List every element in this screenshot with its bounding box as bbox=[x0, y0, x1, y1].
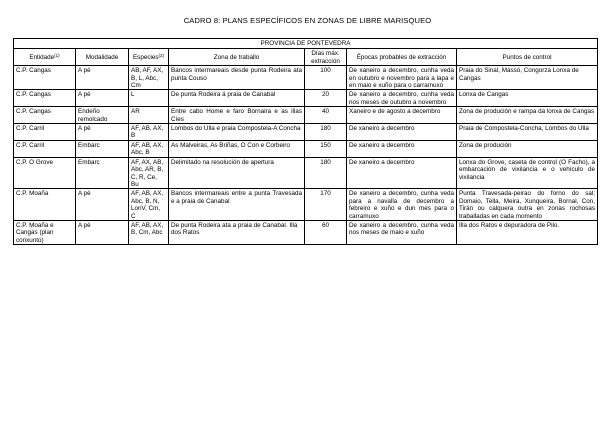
cell-zone: Bancos intermareais entre a punta Travesada e a praia de Canabal bbox=[169, 189, 305, 221]
table-row bbox=[14, 124, 598, 141]
header-entity: Entidade$^{(1)}$ bbox=[14, 49, 76, 66]
plans-table bbox=[13, 38, 598, 245]
cell-days: 100 bbox=[305, 66, 347, 90]
header-days: Días máx. extracción bbox=[305, 49, 347, 66]
header-modality: Modalidade bbox=[76, 49, 129, 66]
cell-days: 170 bbox=[305, 189, 347, 221]
table-row bbox=[14, 140, 598, 157]
cell-entity: C.P. O Grove bbox=[14, 157, 76, 189]
cell-species: AF, AB, AX, B bbox=[129, 124, 169, 141]
cell-epochs: De xaneiro a decembro, cunha veda nos meses de outubro a novembro bbox=[347, 90, 457, 107]
cell-species: AB, AF, AX, B, L, Abc, Cm bbox=[129, 66, 169, 90]
header-epochs: Épocas probables de extracción bbox=[347, 49, 457, 66]
cell-epochs: De xaneiro a decembro bbox=[347, 157, 457, 189]
cell-species: AF, AB, AX, Abc, B bbox=[129, 140, 169, 157]
cell-entity: C.P. Cangas bbox=[14, 90, 76, 107]
cell-epochs: De xaneiro a decembro bbox=[347, 140, 457, 157]
header-control: Puntos de control bbox=[457, 49, 598, 66]
cell-control: Praia de Compostela-Concha, Lombos do Ulla bbox=[457, 124, 598, 141]
cell-modality: Embarc bbox=[76, 140, 129, 157]
cell-epochs: De xaneiro a decembro, cunha veda en outubro e novembro para a lapa e en maio e xuño para o carramuxo bbox=[347, 66, 457, 90]
cell-epochs: Xaneiro e de agosto a decembro bbox=[347, 107, 457, 124]
cell-modality: A pé bbox=[76, 124, 129, 141]
cell-modality: A pé bbox=[76, 66, 129, 90]
cell-species: AR bbox=[129, 107, 169, 124]
cell-control: Lonxa de Cangas bbox=[457, 90, 598, 107]
cell-days: 60 bbox=[305, 220, 347, 244]
cell-entity: C.P. Cangas bbox=[14, 107, 76, 124]
column-headers bbox=[14, 49, 598, 66]
cell-entity: C.P. Cangas bbox=[14, 66, 76, 90]
cell-days: 20 bbox=[305, 90, 347, 107]
cell-days: 180 bbox=[305, 124, 347, 141]
header-zone: Zona de traballo bbox=[169, 49, 305, 66]
cell-zone: Lombos do Ulla e praia Compostela-A Concha bbox=[169, 124, 305, 141]
cell-modality: A pé bbox=[76, 189, 129, 221]
table-row bbox=[14, 157, 598, 189]
table-row bbox=[14, 220, 598, 244]
cell-days: 40 bbox=[305, 107, 347, 124]
cell-control: Praia do Sinal, Massó, Congorza Lonxa de Cangas bbox=[457, 66, 598, 90]
table-row bbox=[14, 189, 598, 221]
cell-entity: C.P. Carril bbox=[14, 140, 76, 157]
cell-modality: A pé bbox=[76, 90, 129, 107]
cell-zone: De punta Rodeira á praia de Canabal bbox=[169, 90, 305, 107]
cell-modality: Embarc bbox=[76, 157, 129, 189]
cell-days: 180 bbox=[305, 157, 347, 189]
cell-species: AF, AB, AX, B, Cm, Abc bbox=[129, 220, 169, 244]
cell-species: L bbox=[129, 90, 169, 107]
cell-species: AF, AX, AB, Abc, AR, B, C, R, Ce, Bu bbox=[129, 157, 169, 189]
cell-zone: Bancos intermareais desde punta Rodeira ata punta Couso bbox=[169, 66, 305, 90]
page-title: CADRO 8: PLANS ESPECÍFICOS EN ZONAS DE LIBRE MARISQUEO bbox=[183, 16, 432, 25]
cell-zone: Delimitado na resolución de apertura bbox=[169, 157, 305, 189]
cell-zone: De punta Rodeira ata a praia de Canabal. Illa dos Ratos bbox=[169, 220, 305, 244]
header-species: Especies$^{(2)}$ bbox=[129, 49, 169, 66]
cell-control: Zona de produción bbox=[457, 140, 598, 157]
cell-days: 150 bbox=[305, 140, 347, 157]
cell-zone: Entre cabo Home e faro Bornaira e as illas Cíes bbox=[169, 107, 305, 124]
cell-control: Lonxa do Grove, caseta de control (O Facho), a embarcación de vixilancia e o vehículo de vixilancia bbox=[457, 157, 598, 189]
table-row bbox=[14, 90, 598, 107]
cell-modality: A pé bbox=[76, 220, 129, 244]
cell-modality: Endeño remolcado bbox=[76, 107, 129, 124]
cell-entity: C.P. Moaña e Cangas (plan conxunto) bbox=[14, 220, 76, 244]
cell-epochs: De xaneiro a decembro, cunha veda para a navalla de decembro a febreiro e xuño e dun mes para o carramuxo bbox=[347, 189, 457, 221]
cell-zone: As Malveiras, As Briñas, O Con e Corbeiro bbox=[169, 140, 305, 157]
cell-epochs: De xaneiro a decembro bbox=[347, 124, 457, 141]
cell-entity: C.P. Carril bbox=[14, 124, 76, 141]
cell-species: AF, AB, AX, Abc, B, N, LonV, Cm, C bbox=[129, 189, 169, 221]
cell-epochs: De xaneiro a decembro, cunha veda nos meses de maio e xuño bbox=[347, 220, 457, 244]
province-header: PROVINCIA DE PONTEVEDRA bbox=[14, 39, 598, 49]
table-row bbox=[14, 107, 598, 124]
table-row bbox=[14, 66, 598, 90]
cell-control: Zona de produción e rampa da lonxa de Cangas bbox=[457, 107, 598, 124]
cell-entity: C.P. Moaña bbox=[14, 189, 76, 221]
cell-control: Illa dos Ratos e depuradora de Pilo. bbox=[457, 220, 598, 244]
cell-control: Punta Travesada-peirao do forno do sal; Domaio, Tella, Meira, Xunqueira, Bornal, Con, Tirán ou calquera outra en zonas rochosas traballadas en cada momento bbox=[457, 189, 598, 221]
